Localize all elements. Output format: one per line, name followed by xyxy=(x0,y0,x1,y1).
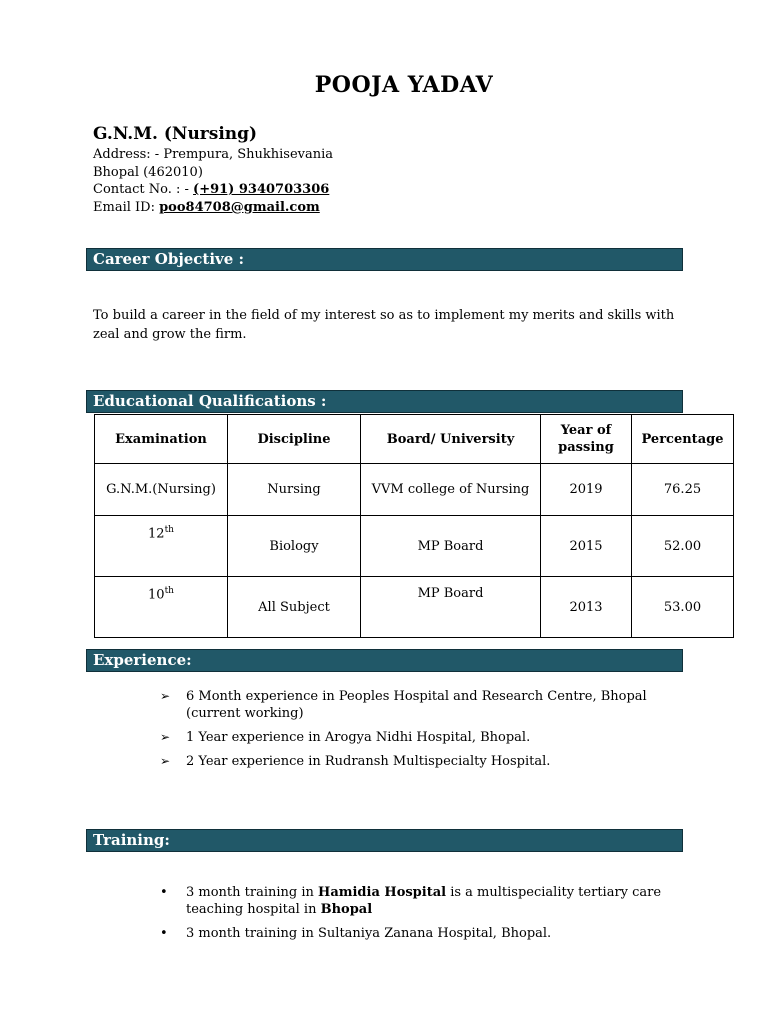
section-header-objective: Career Objective : xyxy=(86,248,683,271)
table-header-row xyxy=(95,415,734,464)
training-text-part: is a multispeciality tertiary care teaching hospital in xyxy=(186,885,662,917)
col-header-year: Year of passing xyxy=(541,415,632,464)
training-list xyxy=(160,884,680,949)
training-text-part: 3 month training in xyxy=(186,885,319,900)
section-header-experience: Experience: xyxy=(86,649,683,672)
round-bullet-icon: • xyxy=(160,926,168,941)
address-line-1: Address: - Prempura, Shukhisevania xyxy=(93,147,334,162)
cell-board: MP Board xyxy=(361,577,541,638)
training-text: 3 month training in Sultaniya Zanana Hospital, Bhopal. xyxy=(186,926,552,941)
section-header-training: Training: xyxy=(86,829,683,852)
experience-text: 6 Month experience in Peoples Hospital and Research Centre, Bhopal (current working) xyxy=(186,689,647,721)
col-header-percentage: Percentage xyxy=(632,415,734,464)
exam-text: G.N.M.(Nursing) xyxy=(106,482,216,497)
contact-label: Contact No. : - xyxy=(93,182,194,197)
col-header-discipline: Discipline xyxy=(228,415,361,464)
table-row xyxy=(95,516,734,577)
exam-text: 10 xyxy=(148,587,165,603)
table-row xyxy=(95,464,734,516)
cell-discipline: Biology xyxy=(228,516,361,577)
cell-percentage: 76.25 xyxy=(632,464,734,516)
arrow-bullet-icon: ➢ xyxy=(160,730,171,744)
cell-board: VVM college of Nursing xyxy=(361,464,541,516)
training-city: Bhopal xyxy=(320,902,373,917)
cell-exam xyxy=(95,577,228,638)
phone-link[interactable]: (+91) 9340703306 xyxy=(193,182,330,197)
experience-list xyxy=(160,688,680,777)
cell-exam xyxy=(95,464,228,516)
contact-number xyxy=(93,181,333,199)
list-item xyxy=(160,753,680,770)
table-row xyxy=(95,577,734,638)
exam-text: 12 xyxy=(148,526,165,542)
cell-year: 2019 xyxy=(541,464,632,516)
objective-text: To build a career in the field of my interest so as to implement my merits and skills with zeal and grow the firm. xyxy=(93,308,675,342)
list-item xyxy=(160,884,680,918)
list-item xyxy=(160,925,680,942)
address-line-2: Bhopal (462010) xyxy=(93,164,203,180)
experience-text: 1 Year experience in Arogya Nidhi Hospital, Bhopal. xyxy=(186,730,531,745)
training-hospital-name: Hamidia Hospital xyxy=(318,885,447,900)
cell-year: 2013 xyxy=(541,577,632,638)
degree-title: G.N.M. (Nursing) xyxy=(93,124,258,144)
arrow-bullet-icon: ➢ xyxy=(160,689,171,703)
cell-discipline: Nursing xyxy=(228,464,361,516)
cell-exam xyxy=(95,516,228,577)
email-label: Email ID: xyxy=(93,199,160,215)
arrow-bullet-icon: ➢ xyxy=(160,754,171,768)
cell-percentage: 52.00 xyxy=(632,516,734,577)
candidate-name: POOJA YADAV xyxy=(314,72,494,98)
email xyxy=(93,199,333,217)
exam-superscript: th xyxy=(164,586,174,596)
col-header-board: Board/ University xyxy=(361,415,541,464)
cell-discipline: All Subject xyxy=(228,577,361,638)
section-header-education: Educational Qualifications : xyxy=(86,390,683,413)
col-header-examination: Examination xyxy=(95,415,228,464)
cell-year: 2015 xyxy=(541,516,632,577)
round-bullet-icon: • xyxy=(160,885,168,900)
email-link[interactable]: poo84708@gmail.com xyxy=(159,199,320,215)
exam-superscript: th xyxy=(164,525,174,535)
cell-percentage: 53.00 xyxy=(632,577,734,638)
education-table xyxy=(94,414,734,638)
experience-text: 2 Year experience in Rudransh Multispecialty Hospital. xyxy=(186,754,551,769)
cell-board: MP Board xyxy=(361,516,541,577)
list-item xyxy=(160,688,680,722)
list-item xyxy=(160,729,680,746)
contact-block xyxy=(93,122,333,216)
training-text xyxy=(186,884,680,918)
